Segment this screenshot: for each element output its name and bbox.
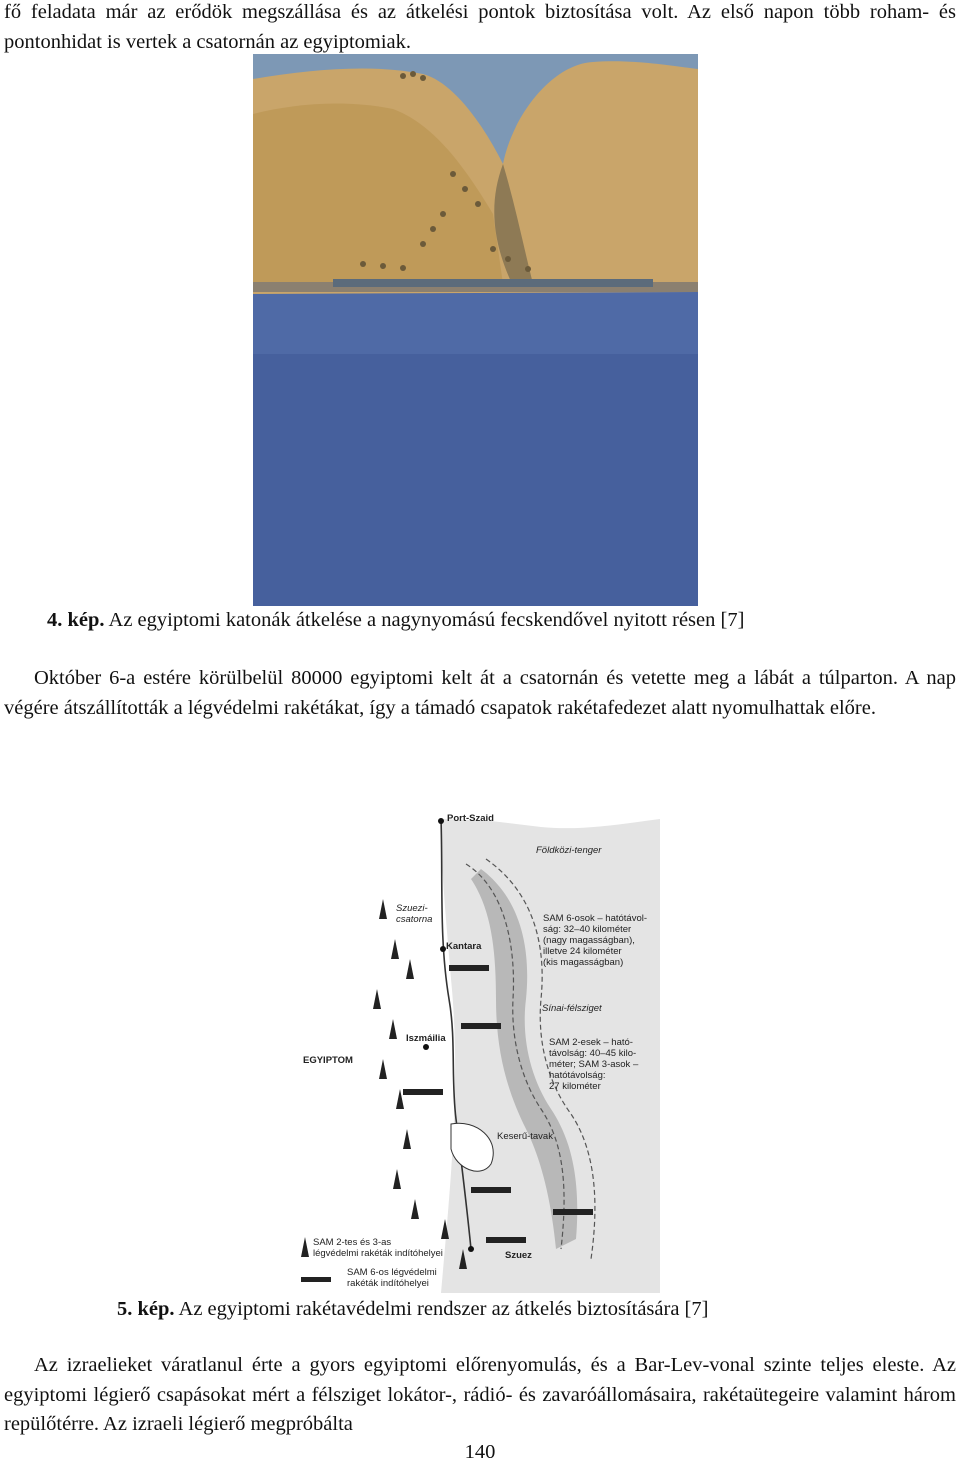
paragraph-intro: fő feladata már az erődök megszállása és az átkelési pontok biztosítása volt. Az első napon több roham- és pontonhidat is vertek a csatornán az egyiptomiak. bbox=[4, 1, 956, 53]
label-bitter-lakes: Keserű-tavak bbox=[497, 1131, 553, 1142]
water-shade bbox=[253, 354, 698, 606]
figure5-label: 5. kép. bbox=[117, 1298, 175, 1320]
label-suez: Szuez bbox=[505, 1250, 532, 1261]
figure4-label: 4. kép. bbox=[47, 609, 105, 631]
label-sam6-range: SAM 6-osok – hatótávol- ság: 32–40 kilométer (nagy magasságban), illetve 24 kilométer (kis magasságban) bbox=[543, 913, 648, 968]
pontoon bbox=[333, 279, 653, 287]
label-sam2-range: SAM 2-esek – ható- távolság: 40–45 kilo- méter; SAM 3-asok – hatótávolság: 27 kilométer bbox=[549, 1037, 639, 1092]
label-sinai: Sínai-félsziget bbox=[542, 1003, 602, 1014]
figure4-caption bbox=[47, 606, 744, 634]
label-egypt: EGYIPTOM bbox=[303, 1055, 353, 1066]
paragraph-israeli-surprise: Az izraelieket váratlanul érte a gyors egyiptomi előrenyomulás, és a Bar-Lev-vonal szinte teljes eleste. Az egyiptomi légierő csapásokat mért a félsziget lokátor-, rádió- és zavaróállomásaira, rakétaütegeire valamint három repülőtérre. Az izraeli légierő megpróbálta bbox=[4, 1354, 956, 1435]
missile-markers bbox=[301, 899, 467, 1269]
label-ismailia: Iszmáilia bbox=[406, 1033, 446, 1044]
map-missile-defense bbox=[291, 779, 660, 1293]
figure5-caption bbox=[117, 1295, 708, 1323]
page-number: 140 bbox=[464, 1441, 496, 1463]
label-canal: Szuezi- csatorna bbox=[396, 903, 433, 925]
suez-dot bbox=[468, 1246, 474, 1252]
label-kantara: Kantara bbox=[446, 941, 482, 952]
figure4-caption-text: Az egyiptomi katonák átkelése a nagynyomású fecskendővel nyitott résen [7] bbox=[108, 609, 745, 631]
port-said-dot bbox=[438, 818, 444, 824]
label-mediterranean: Földközi-tenger bbox=[536, 845, 602, 856]
label-port-said: Port-Szaid bbox=[447, 813, 494, 824]
photo-canal-crossing bbox=[253, 54, 698, 606]
legend-sam23: SAM 2-tes és 3-as légvédelmi rakéták indítóhelyei bbox=[313, 1237, 443, 1259]
legend-sam6: SAM 6-os légvédelmi rakéták indítóhelyei bbox=[347, 1267, 437, 1289]
map-missile-defense-image bbox=[291, 779, 660, 1293]
paragraph-october-6: Október 6-a estére körülbelül 80000 egyiptomi kelt át a csatornán és vetette meg a lábát a túlparton. A nap végére átszállították a légvédelmi rakétákat, így a támadó csapatok rakétafedezet alatt nyomulhattak előre. bbox=[4, 667, 956, 719]
photo-canal-crossing-image bbox=[253, 54, 698, 606]
figure5-caption-text: Az egyiptomi rakétavédelmi rendszer az átkelés biztosítására [7] bbox=[178, 1298, 709, 1320]
ismailia-dot bbox=[423, 1044, 429, 1050]
